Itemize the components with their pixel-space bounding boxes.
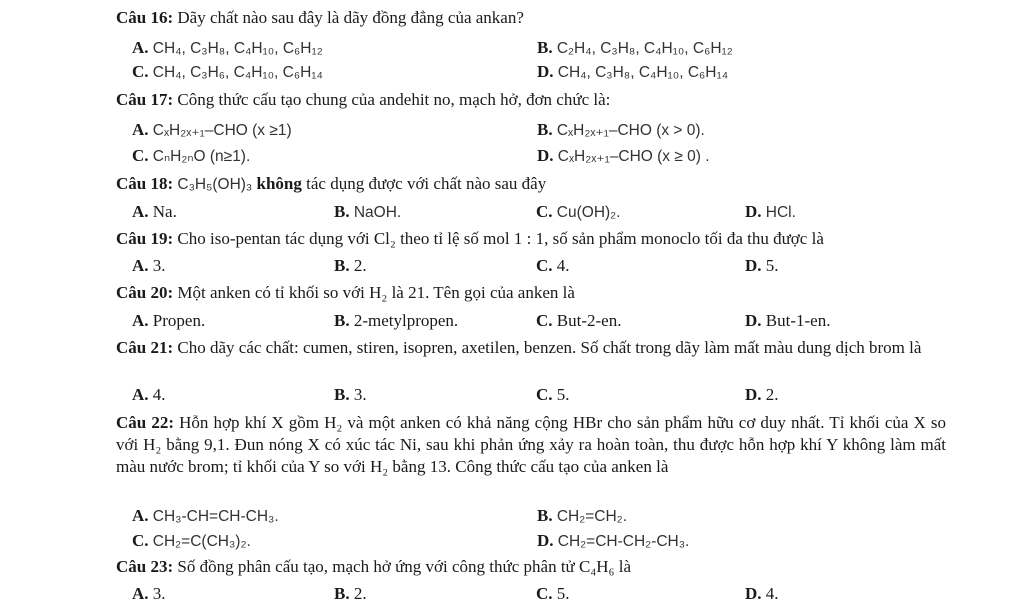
question-20	[116, 283, 575, 303]
q16-option-c[interactable]: C. CH₄, C₃H₆, C₄H₁₀, C₆H₁₄	[132, 62, 323, 81]
question-number: Câu 20:	[116, 283, 174, 302]
question-23	[116, 557, 631, 577]
question-text: Một anken có tỉ khối so với H₂ là 21. Tên gọi của anken là	[177, 283, 575, 302]
q18-option-b[interactable]: B. NaOH.	[334, 202, 402, 221]
q16-option-a[interactable]: A. CH₄, C₃H₈, C₄H₁₀, C₆H₁₂	[132, 38, 323, 57]
q17-option-a[interactable]: A. CₓH₂ₓ₊₁–CHO (x ≥1)	[132, 120, 292, 139]
q16-option-d[interactable]: D. CH₄, C₃H₈, C₄H₁₀, C₆H₁₄	[537, 62, 729, 81]
q19-option-a[interactable]: A. 3.	[132, 256, 166, 275]
q18-option-a[interactable]: A. Na.	[132, 202, 177, 221]
q22-option-d[interactable]: D. CH₂=CH-CH₂-CH₃.	[537, 531, 690, 550]
question-text: Số đồng phân cấu tạo, mạch hở ứng với công thức phân tử C₄H₆ là	[177, 557, 631, 576]
question-number: Câu 22:	[116, 413, 174, 432]
question-19	[116, 229, 824, 249]
q23-option-a[interactable]: A. 3.	[132, 584, 166, 603]
question-text: Dãy chất nào sau đây là dãy đồng đẳng của ankan?	[177, 8, 524, 27]
q19-option-d[interactable]: D. 5.	[745, 256, 779, 275]
q22-option-b[interactable]: B. CH₂=CH₂.	[537, 506, 628, 525]
q23-option-c[interactable]: C. 5.	[536, 584, 570, 603]
question-text: Cho iso-pentan tác dụng với Cl₂ theo tỉ lệ số mol 1 : 1, số sản phẩm monoclo tối đa thu được là	[177, 229, 824, 248]
q22-option-a[interactable]: A. CH₃-CH=CH-CH₃.	[132, 506, 279, 525]
q20-option-a[interactable]: A. Propen.	[132, 311, 206, 330]
q18-option-d[interactable]: D. HCl.	[745, 202, 796, 221]
q17-option-d[interactable]: D. CₓH₂ₓ₊₁–CHO (x ≥ 0) .	[537, 146, 710, 165]
q23-option-d[interactable]: D. 4.	[745, 584, 779, 603]
q16-option-b[interactable]: B. C₂H₄, C₃H₈, C₄H₁₀, C₆H₁₂	[537, 38, 733, 57]
question-number: Câu 16:	[116, 8, 174, 27]
question-number: Câu 19:	[116, 229, 174, 248]
q21-option-a[interactable]: A. 4.	[132, 385, 166, 404]
q20-option-c[interactable]: C. But-2-en.	[536, 311, 622, 330]
question-text: Cho dãy các chất: cumen, stiren, isopren, axetilen, benzen. Số chất trong dãy làm mất màu dung dịch brom là	[177, 338, 922, 357]
q22-option-c[interactable]: C. CH₂=C(CH₃)₂.	[132, 531, 251, 550]
q20-option-b[interactable]: B. 2-metylpropen.	[334, 311, 459, 330]
question-22	[116, 412, 946, 478]
q17-option-b[interactable]: B. CₓH₂ₓ₊₁–CHO (x > 0).	[537, 120, 705, 139]
question-emphasis: không	[256, 174, 302, 193]
question-text: Công thức cấu tạo chung của andehit no, mạch hở, đơn chức là:	[177, 90, 611, 109]
q23-option-b[interactable]: B. 2.	[334, 584, 367, 603]
q17-option-c[interactable]: C. CₙH₂ₙO (n≥1).	[132, 146, 251, 165]
question-number: Câu 21:	[116, 338, 174, 357]
question-text: Hỗn hợp khí X gồm H₂ và một anken có khả năng cộng HBr cho sản phẩm hữu cơ duy nhất. Tỉ khối của X so với H₂ bằng 9,1. Đun nóng X có xúc tác Ni, sau khi phản ứng xảy ra hoàn toàn, thu được hỗn hợp khí Y không làm mất màu nước brom; tỉ khối của Y so với H₂ bằng 13. Công thức cấu tạo của anken là	[116, 413, 947, 476]
question-21	[116, 337, 946, 359]
question-number: Câu 23:	[116, 557, 174, 576]
question-number: Câu 18:	[116, 174, 174, 193]
question-text: tác dụng được với chất nào sau đây	[306, 174, 547, 193]
q21-option-b[interactable]: B. 3.	[334, 385, 367, 404]
question-18	[116, 174, 546, 195]
q21-option-c[interactable]: C. 5.	[536, 385, 570, 404]
q19-option-b[interactable]: B. 2.	[334, 256, 367, 275]
question-17	[116, 90, 610, 110]
q19-option-c[interactable]: C. 4.	[536, 256, 570, 275]
question-formula: C₃H₅(OH)₃	[177, 176, 253, 193]
q21-option-d[interactable]: D. 2.	[745, 385, 779, 404]
q20-option-d[interactable]: D. But-1-en.	[745, 311, 831, 330]
question-16	[116, 8, 524, 28]
question-number: Câu 17:	[116, 90, 174, 109]
q18-option-c[interactable]: C. Cu(OH)₂.	[536, 202, 621, 221]
